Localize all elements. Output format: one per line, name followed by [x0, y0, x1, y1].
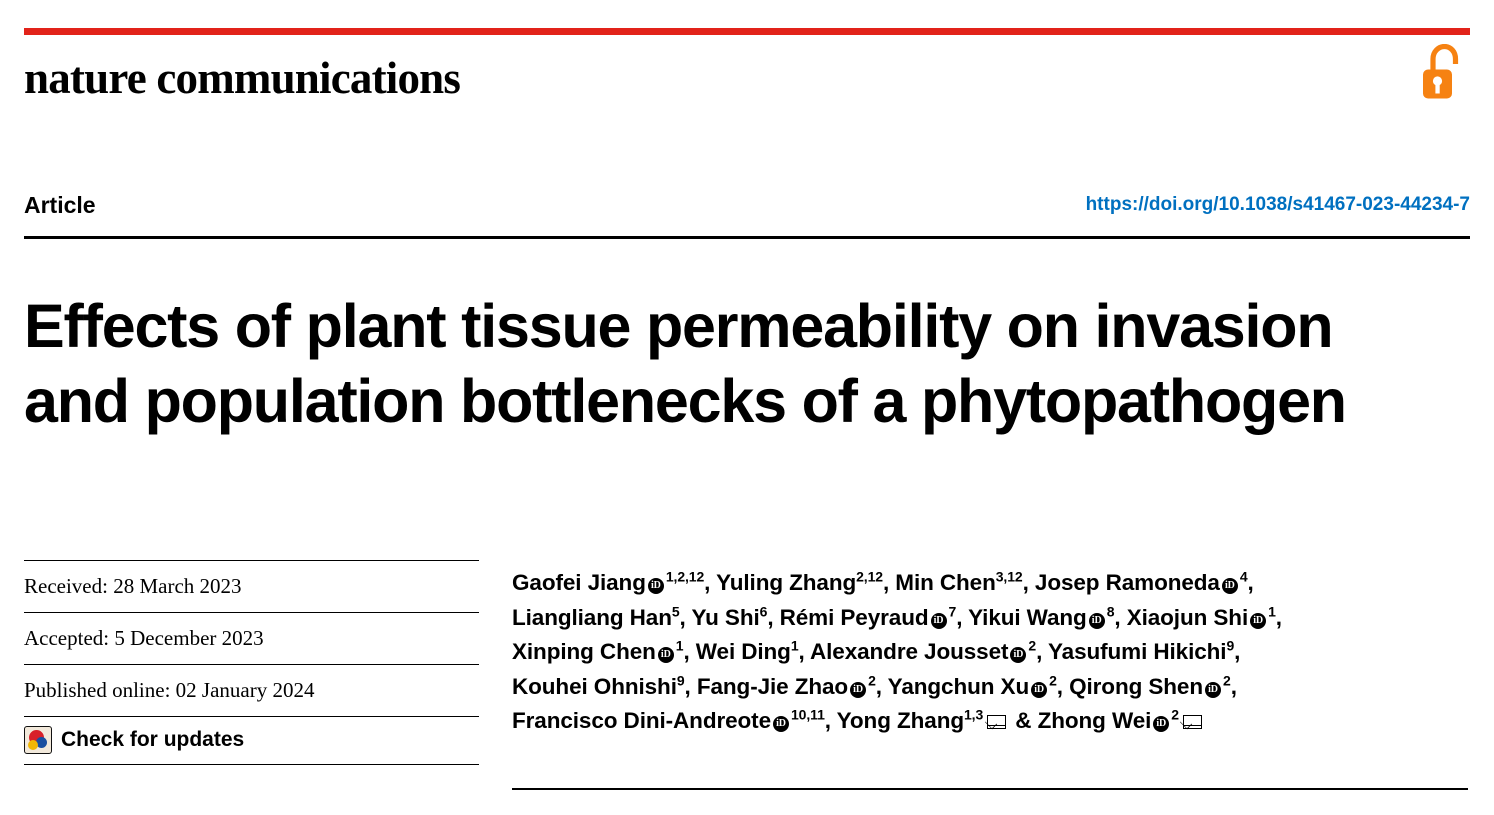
author: [888, 674, 1069, 699]
orcid-icon[interactable]: iD: [1089, 613, 1105, 629]
crossmark-badge-icon: [24, 726, 52, 754]
author-separator: &: [1009, 708, 1038, 733]
affiliation-marker: 2: [1171, 706, 1179, 723]
author: [895, 570, 1035, 595]
author-line: [512, 670, 1468, 705]
author: [696, 639, 810, 664]
author: [780, 605, 968, 630]
author-name: Xinping Chen: [512, 639, 656, 664]
affiliation-marker: 9: [676, 672, 685, 688]
author-separator: ,: [679, 604, 692, 630]
author-name: Gaofei Jiang: [512, 570, 646, 595]
orcid-icon[interactable]: iD: [1205, 682, 1221, 698]
accepted-date: Accepted: 5 December 2023: [24, 613, 479, 665]
author-name: Xiaojun Shi: [1126, 604, 1249, 630]
brand-rule: [24, 28, 1470, 35]
author: [716, 570, 895, 595]
author-name: Yong Zhang: [836, 708, 964, 733]
article-metadata: [24, 560, 479, 765]
check-for-updates[interactable]: [24, 717, 479, 765]
orcid-icon[interactable]: iD: [648, 578, 664, 594]
author: [512, 708, 837, 733]
author-separator: ,: [824, 708, 837, 733]
affiliation-marker: 2: [868, 672, 876, 688]
author: [1048, 639, 1240, 664]
author: [691, 605, 779, 630]
masthead: [24, 48, 1470, 114]
affiliation-marker: 5: [671, 603, 680, 619]
author-name: Kouhei Ohnishi: [512, 673, 677, 699]
received-date: Received: 28 March 2023: [24, 560, 479, 613]
orcid-icon[interactable]: iD: [1010, 647, 1026, 663]
doi-link[interactable]: https://doi.org/10.1038/s41467-023-44234-7: [1085, 194, 1470, 215]
affiliation-marker: 1: [1268, 603, 1276, 619]
open-access-lock-icon: [1420, 44, 1464, 102]
affiliation-marker: 2: [1028, 637, 1037, 654]
affiliation-marker: 7: [948, 603, 957, 619]
orcid-icon[interactable]: iD: [931, 613, 947, 629]
author-name: Alexandre Jousset: [810, 639, 1009, 664]
affiliation-marker: 9: [1226, 637, 1235, 654]
authors-divider: [512, 788, 1468, 790]
orcid-icon[interactable]: iD: [850, 682, 866, 698]
affiliation-marker: 2,12: [856, 568, 883, 585]
orcid-icon[interactable]: iD: [773, 716, 789, 732]
author-name: Liangliang Han: [512, 604, 672, 630]
author-separator: ,: [875, 673, 888, 699]
affiliation-marker: 2: [1049, 672, 1057, 688]
author-separator: ,: [882, 570, 896, 595]
author-separator: ,: [956, 604, 969, 630]
author: [1035, 570, 1254, 595]
author: [968, 605, 1127, 630]
orcid-icon[interactable]: iD: [1250, 613, 1266, 629]
author-name: Wei Ding: [695, 639, 791, 664]
author-name: Yasufumi Hikichi: [1047, 639, 1227, 664]
author-name: Zhong Wei: [1037, 708, 1152, 733]
author-name: Fang-Jie Zhao: [696, 673, 849, 699]
affiliation-marker: 3,12: [995, 568, 1023, 585]
author-separator: ,: [1056, 673, 1070, 699]
affiliation-marker: 1: [790, 637, 799, 654]
email-envelope-icon[interactable]: [1183, 715, 1202, 729]
author: [512, 605, 691, 630]
author-separator: ,: [1114, 604, 1127, 630]
header-divider: [24, 236, 1470, 239]
author: [512, 674, 697, 699]
author-name: Min Chen: [895, 570, 996, 595]
orcid-icon[interactable]: iD: [1031, 682, 1047, 698]
author-line: [512, 635, 1468, 670]
author-line: [512, 704, 1468, 739]
author-name: Yu Shi: [691, 604, 760, 630]
author-separator: ,: [1036, 639, 1048, 664]
affiliation-marker: 6: [759, 603, 768, 619]
orcid-icon[interactable]: iD: [1222, 578, 1238, 594]
page-title: Effects of plant tissue permeability on invasion and population bottlenecks of a phytopathogen: [24, 291, 1346, 435]
affiliation-marker: 10,11: [791, 706, 825, 723]
author: [837, 708, 1038, 733]
author-separator: ,: [1275, 604, 1282, 630]
author-separator: ,: [1234, 639, 1241, 664]
author-name: Qirong Shen: [1069, 673, 1203, 699]
author-list: [512, 566, 1468, 739]
author-name: Francisco Dini-Andreote: [512, 708, 771, 733]
author-name: Yikui Wang: [968, 604, 1087, 630]
author-separator: ,: [1230, 673, 1237, 699]
author: [512, 570, 716, 595]
author: [1069, 674, 1237, 699]
check-for-updates-label: Check for updates: [61, 728, 245, 751]
author: [512, 639, 696, 664]
orcid-icon[interactable]: iD: [1153, 716, 1169, 732]
author-separator: ,: [704, 570, 717, 595]
affiliation-marker: 1: [675, 637, 684, 654]
author: [697, 674, 888, 699]
article-bar: [24, 190, 1470, 238]
author-separator: ,: [798, 639, 810, 664]
author-separator: ,: [683, 639, 696, 664]
affiliation-marker: 2: [1223, 672, 1231, 688]
author-separator: ,: [1247, 570, 1254, 595]
affiliation-marker: 8: [1106, 603, 1115, 619]
author-line: [512, 601, 1468, 636]
journal-title: nature communications: [24, 53, 461, 103]
author-separator: ,: [1022, 570, 1035, 595]
author-name: Rémi Peyraud: [779, 604, 929, 630]
author: [1127, 605, 1282, 630]
orcid-icon[interactable]: iD: [658, 647, 674, 663]
article-type-label: Article: [24, 192, 96, 218]
author-name: Yangchun Xu: [887, 673, 1030, 699]
affiliation-marker: 1,3: [963, 706, 984, 723]
affiliation-marker: 4: [1239, 568, 1248, 585]
affiliation-marker: 1,2,12: [665, 568, 705, 585]
author-line: [512, 566, 1468, 601]
author-separator: ,: [767, 604, 780, 630]
author: [810, 639, 1048, 664]
published-date: Published online: 02 January 2024: [24, 665, 479, 717]
email-envelope-icon[interactable]: [987, 715, 1006, 729]
author-separator: ,: [684, 673, 697, 699]
author-name: Yuling Zhang: [716, 570, 857, 595]
author-name: Josep Ramoneda: [1034, 570, 1220, 595]
author: [1038, 708, 1205, 733]
